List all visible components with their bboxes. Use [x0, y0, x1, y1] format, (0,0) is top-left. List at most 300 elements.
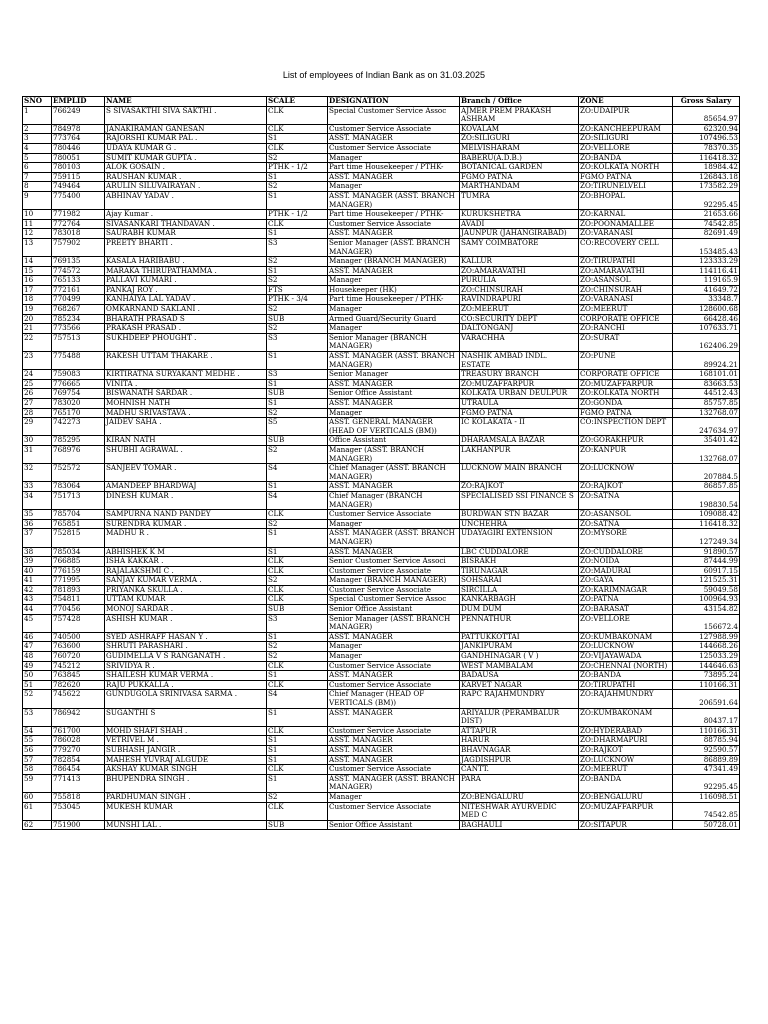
zone-cell: FGMO PATNA: [579, 408, 673, 418]
branch-cell: DHARAMSALA BAZAR: [460, 436, 579, 446]
scale-cell: CLK: [267, 510, 328, 520]
scale-cell: S1: [267, 379, 328, 389]
scale-cell: S2: [267, 257, 328, 267]
zone-cell: ZO:MEERUT: [579, 765, 673, 775]
gross-salary-cell: 114116.41: [673, 266, 740, 276]
emplid-cell: 763845: [52, 671, 105, 681]
sno-cell: 54: [23, 726, 52, 736]
designation-cell: Customer Service Associate: [328, 566, 460, 576]
designation-cell: Customer Service Associate: [328, 143, 460, 153]
emplid-cell: 775488: [52, 352, 105, 370]
name-cell: PREETY BHARTI .: [105, 238, 267, 256]
zone-cell: ZO:KUMBAKONAM: [579, 708, 673, 726]
sno-cell: 49: [23, 661, 52, 671]
name-cell: MOHD SHAFI SHAH .: [105, 726, 267, 736]
scale-cell: S2: [267, 445, 328, 463]
name-cell: DINESH KUMAR .: [105, 491, 267, 509]
zone-cell: ZO:GONDA: [579, 399, 673, 409]
designation-cell: Manager: [328, 153, 460, 163]
table-row: [23, 726, 740, 736]
name-cell: Ajay Kumar .: [105, 210, 267, 220]
zone-cell: ZO:MUZAFFARPUR: [579, 802, 673, 820]
table-row: [23, 257, 740, 267]
branch-cell: RAPC RAJAHMUNDRY: [460, 690, 579, 708]
table-row: [23, 191, 740, 209]
scale-cell: S2: [267, 182, 328, 192]
zone-cell: ZO:TIRUPATHI: [579, 257, 673, 267]
name-cell: VINITA .: [105, 379, 267, 389]
sno-cell: 58: [23, 765, 52, 775]
sno-cell: 9: [23, 191, 52, 209]
scale-cell: CLK: [267, 124, 328, 134]
gross-salary-cell: 144646.63: [673, 661, 740, 671]
branch-cell: PATTUKKOTTAI: [460, 632, 579, 642]
gross-salary-cell: 126843.18: [673, 172, 740, 182]
designation-cell: ASST. MANAGER (ASST. BRANCH MANAGER): [328, 774, 460, 792]
name-cell: KIRAN NATH: [105, 436, 267, 446]
emplid-cell: 752572: [52, 464, 105, 482]
name-cell: ISHA KAKKAR .: [105, 557, 267, 567]
emplid-cell: 785034: [52, 547, 105, 557]
emplid-cell: 757428: [52, 614, 105, 632]
table-row: [23, 219, 740, 229]
name-cell: SRIVIDYA R .: [105, 661, 267, 671]
branch-cell: TIRUNAGAR: [460, 566, 579, 576]
emplid-cell: 781893: [52, 585, 105, 595]
name-cell: KANHAIYA LAL YADAV .: [105, 295, 267, 305]
scale-cell: S2: [267, 408, 328, 418]
table-row: [23, 566, 740, 576]
table-row: [23, 153, 740, 163]
emplid-cell: 774572: [52, 266, 105, 276]
table-row: [23, 445, 740, 463]
emplid-cell: 775400: [52, 191, 105, 209]
sno-cell: 25: [23, 379, 52, 389]
table-row: [23, 802, 740, 820]
table-row: [23, 314, 740, 324]
designation-cell: Customer Service Associate: [328, 510, 460, 520]
designation-cell: Armed Guard/Security Guard: [328, 314, 460, 324]
table-row: [23, 370, 740, 380]
designation-cell: ASST. MANAGER: [328, 736, 460, 746]
zone-cell: ZO:MYSORE: [579, 529, 673, 547]
branch-cell: BAGHAULI: [460, 820, 579, 830]
zone-cell: ZO:NOIDA: [579, 557, 673, 567]
name-cell: SURENDRA KUMAR .: [105, 519, 267, 529]
name-cell: PALLAVI KUMARI .: [105, 276, 267, 286]
gross-salary-cell: 86857.85: [673, 482, 740, 492]
sno-cell: 2: [23, 124, 52, 134]
name-cell: ABHISHEK K M: [105, 547, 267, 557]
emplid-cell: 773764: [52, 134, 105, 144]
table-row: [23, 324, 740, 334]
zone-cell: ZO:GORAKHPUR: [579, 436, 673, 446]
designation-cell: Part time Housekeeper / PTHK-: [328, 210, 460, 220]
branch-cell: LBC CUDDALORE: [460, 547, 579, 557]
zone-cell: ZO:KARNAL: [579, 210, 673, 220]
scale-cell: S2: [267, 642, 328, 652]
designation-cell: ASST. MANAGER (ASST. BRANCH MANAGER): [328, 352, 460, 370]
designation-cell: ASST. MANAGER (ASST. BRANCH MANAGER): [328, 529, 460, 547]
col-header-sno: SNO: [23, 97, 52, 107]
branch-cell: ZO:MEERUT: [460, 305, 579, 315]
emplid-cell: 783064: [52, 482, 105, 492]
zone-cell: ZO:RAJKOT: [579, 482, 673, 492]
branch-cell: BOTANICAL GARDEN: [460, 163, 579, 173]
table-row: [23, 632, 740, 642]
gross-salary-cell: 107633.71: [673, 324, 740, 334]
gross-salary-cell: 78370.35: [673, 143, 740, 153]
emplid-cell: 770456: [52, 605, 105, 615]
zone-cell: ZO:PATNA: [579, 595, 673, 605]
table-row: [23, 745, 740, 755]
sno-cell: 45: [23, 614, 52, 632]
branch-cell: CANTT.: [460, 765, 579, 775]
designation-cell: ASST. MANAGER: [328, 172, 460, 182]
scale-cell: S3: [267, 238, 328, 256]
table-row: [23, 305, 740, 315]
name-cell: JAIDEV SAHA .: [105, 418, 267, 436]
sno-cell: 24: [23, 370, 52, 380]
table-row: [23, 557, 740, 567]
gross-salary-cell: 127249.34: [673, 529, 740, 547]
employee-table: [22, 96, 740, 830]
scale-cell: CLK: [267, 106, 328, 124]
designation-cell: Chief Manager (ASST. BRANCH MANAGER): [328, 464, 460, 482]
designation-cell: Senior Manager: [328, 370, 460, 380]
sno-cell: 62: [23, 820, 52, 830]
scale-cell: S3: [267, 333, 328, 351]
sno-cell: 50: [23, 671, 52, 681]
name-cell: AKSHAY KUMAR SINGH: [105, 765, 267, 775]
branch-cell: ZO:RAJKOT: [460, 482, 579, 492]
scale-cell: S1: [267, 774, 328, 792]
name-cell: RAJORSHI KUMAR PAL .: [105, 134, 267, 144]
branch-cell: BADAUSA: [460, 671, 579, 681]
name-cell: RAJALAKSHMI C .: [105, 566, 267, 576]
designation-cell: Customer Service Associate: [328, 802, 460, 820]
branch-cell: VARACHHA: [460, 333, 579, 351]
sno-cell: 42: [23, 585, 52, 595]
table-row: [23, 276, 740, 286]
name-cell: MUNSHI LAL .: [105, 820, 267, 830]
scale-cell: CLK: [267, 143, 328, 153]
sno-cell: 39: [23, 557, 52, 567]
designation-cell: ASST. MANAGER: [328, 547, 460, 557]
col-header-name: NAME: [105, 97, 267, 107]
scale-cell: S4: [267, 690, 328, 708]
zone-cell: ZO:POONAMALLEE: [579, 219, 673, 229]
name-cell: SUBHASH JANGIR .: [105, 745, 267, 755]
designation-cell: Manager: [328, 324, 460, 334]
branch-cell: LUCKNOW MAIN BRANCH: [460, 464, 579, 482]
emplid-cell: 772161: [52, 285, 105, 295]
gross-salary-cell: 127988.99: [673, 632, 740, 642]
zone-cell: ZO:SILIGURI: [579, 134, 673, 144]
emplid-cell: 765170: [52, 408, 105, 418]
zone-cell: CO:INSPECTION DEPT: [579, 418, 673, 436]
gross-salary-cell: 125033.29: [673, 652, 740, 662]
sno-cell: 61: [23, 802, 52, 820]
table-row: [23, 482, 740, 492]
table-row: [23, 755, 740, 765]
scale-cell: S1: [267, 172, 328, 182]
zone-cell: ZO:AMARAVATHI: [579, 266, 673, 276]
scale-cell: S3: [267, 614, 328, 632]
emplid-cell: 769754: [52, 389, 105, 399]
zone-cell: ZO:RAJAHMUNDRY: [579, 690, 673, 708]
table-row: [23, 652, 740, 662]
scale-cell: FTS: [267, 285, 328, 295]
gross-salary-cell: 156672.4: [673, 614, 740, 632]
designation-cell: Customer Service Associate: [328, 661, 460, 671]
branch-cell: UTRAULA: [460, 399, 579, 409]
designation-cell: Part time Housekeeper / PTHK-: [328, 163, 460, 173]
table-row: [23, 519, 740, 529]
branch-cell: SPECIALISED SSI FINANCE S: [460, 491, 579, 509]
emplid-cell: 761700: [52, 726, 105, 736]
sno-cell: 10: [23, 210, 52, 220]
name-cell: RAUSHAN KUMAR .: [105, 172, 267, 182]
scale-cell: CLK: [267, 566, 328, 576]
scale-cell: S2: [267, 276, 328, 286]
scale-cell: S2: [267, 519, 328, 529]
branch-cell: UNCHEHRA: [460, 519, 579, 529]
zone-cell: ZO:GAYA: [579, 576, 673, 586]
sno-cell: 56: [23, 745, 52, 755]
emplid-cell: 771413: [52, 774, 105, 792]
emplid-cell: 773566: [52, 324, 105, 334]
table-row: [23, 352, 740, 370]
zone-cell: ZO:VIJAYAWADA: [579, 652, 673, 662]
sno-cell: 60: [23, 792, 52, 802]
gross-salary-cell: 74542.85: [673, 219, 740, 229]
designation-cell: Office Assistant: [328, 436, 460, 446]
sno-cell: 28: [23, 408, 52, 418]
branch-cell: AVADI: [460, 219, 579, 229]
name-cell: RAKESH UTTAM THAKARE .: [105, 352, 267, 370]
sno-cell: 21: [23, 324, 52, 334]
designation-cell: ASST. MANAGER: [328, 755, 460, 765]
gross-salary-cell: 73895.24: [673, 671, 740, 681]
designation-cell: Special Customer Service Assoc: [328, 106, 460, 124]
name-cell: ARULIN SILUVAIRAYAN .: [105, 182, 267, 192]
branch-cell: ZO:SILIGURI: [460, 134, 579, 144]
zone-cell: ZO:SATNA: [579, 491, 673, 509]
gross-salary-cell: 116418.32: [673, 153, 740, 163]
scale-cell: S1: [267, 632, 328, 642]
emplid-cell: 768267: [52, 305, 105, 315]
scale-cell: SUB: [267, 436, 328, 446]
table-row: [23, 576, 740, 586]
emplid-cell: 755818: [52, 792, 105, 802]
emplid-cell: 786454: [52, 765, 105, 775]
zone-cell: ZO:CHINSURAH: [579, 285, 673, 295]
table-row: [23, 143, 740, 153]
sno-cell: 20: [23, 314, 52, 324]
scale-cell: S1: [267, 399, 328, 409]
table-row: [23, 585, 740, 595]
sno-cell: 52: [23, 690, 52, 708]
emplid-cell: 786942: [52, 708, 105, 726]
table-row: [23, 379, 740, 389]
designation-cell: Manager: [328, 276, 460, 286]
gross-salary-cell: 18984.42: [673, 163, 740, 173]
emplid-cell: 751713: [52, 491, 105, 509]
designation-cell: ASST. MANAGER: [328, 482, 460, 492]
table-row: [23, 124, 740, 134]
name-cell: GUNDUGOLA SRINIVASA SARMA .: [105, 690, 267, 708]
sno-cell: 51: [23, 680, 52, 690]
table-row: [23, 595, 740, 605]
table-row: [23, 765, 740, 775]
name-cell: BISWANATH SARDAR .: [105, 389, 267, 399]
table-row: [23, 163, 740, 173]
name-cell: SUMIT KUMAR GUPTA .: [105, 153, 267, 163]
branch-cell: WEST MAMBALAM: [460, 661, 579, 671]
branch-cell: KURUKSHETRA: [460, 210, 579, 220]
gross-salary-cell: 92295.45: [673, 774, 740, 792]
designation-cell: Senior Office Assistant: [328, 820, 460, 830]
gross-salary-cell: 21653.66: [673, 210, 740, 220]
emplid-cell: 740500: [52, 632, 105, 642]
gross-salary-cell: 66428.46: [673, 314, 740, 324]
branch-cell: UDAYAGIRI EXTENSION: [460, 529, 579, 547]
zone-cell: ZO:BENGALURU: [579, 792, 673, 802]
gross-salary-cell: 85654.97: [673, 106, 740, 124]
zone-cell: CORPORATE OFFICE: [579, 314, 673, 324]
branch-cell: JAGDISHPUR: [460, 755, 579, 765]
gross-salary-cell: 100964.93: [673, 595, 740, 605]
sno-cell: 1: [23, 106, 52, 124]
emplid-cell: 784978: [52, 124, 105, 134]
gross-salary-cell: 92590.57: [673, 745, 740, 755]
emplid-cell: 763600: [52, 642, 105, 652]
table-row: [23, 529, 740, 547]
table-row: [23, 210, 740, 220]
sno-cell: 8: [23, 182, 52, 192]
scale-cell: S1: [267, 529, 328, 547]
zone-cell: ZO:VARANASI: [579, 229, 673, 239]
gross-salary-cell: 91890.57: [673, 547, 740, 557]
scale-cell: S1: [267, 229, 328, 239]
branch-cell: KANKARBAGH: [460, 595, 579, 605]
table-row: [23, 182, 740, 192]
name-cell: SHUBHI AGRAWAL .: [105, 445, 267, 463]
name-cell: KIRTIRATNA SURYAKANT MEDHE .: [105, 370, 267, 380]
table-row: [23, 491, 740, 509]
scale-cell: SUB: [267, 389, 328, 399]
name-cell: KASALA HARIBABU .: [105, 257, 267, 267]
gross-salary-cell: 116418.32: [673, 519, 740, 529]
name-cell: UDAYA KUMAR G .: [105, 143, 267, 153]
branch-cell: NASHIK AMBAD INDL. ESTATE: [460, 352, 579, 370]
emplid-cell: 742273: [52, 418, 105, 436]
zone-cell: ZO:SITAPUR: [579, 820, 673, 830]
branch-cell: IC KOLAKATA - II: [460, 418, 579, 436]
sno-cell: 31: [23, 445, 52, 463]
scale-cell: CLK: [267, 219, 328, 229]
zone-cell: ZO:KOLKATA NORTH: [579, 163, 673, 173]
zone-cell: ZO:BANDA: [579, 671, 673, 681]
branch-cell: ZO:BENGALURU: [460, 792, 579, 802]
designation-cell: Special Customer Service Assoc: [328, 595, 460, 605]
designation-cell: Chief Manager (BRANCH MANAGER): [328, 491, 460, 509]
table-row: [23, 418, 740, 436]
emplid-cell: 752815: [52, 529, 105, 547]
table-row: [23, 642, 740, 652]
emplid-cell: 780103: [52, 163, 105, 173]
designation-cell: Senior Manager (BRANCH MANAGER): [328, 333, 460, 351]
zone-cell: ZO:LUCKNOW: [579, 755, 673, 765]
designation-cell: Senior Office Assistant: [328, 605, 460, 615]
name-cell: SIVASANKARI THANDAVAN .: [105, 219, 267, 229]
document-title: List of employees of Indian Bank as on 31.03.2025: [282, 70, 486, 80]
scale-cell: SUB: [267, 314, 328, 324]
name-cell: MUKESH KUMAR: [105, 802, 267, 820]
table-row: [23, 285, 740, 295]
scale-cell: CLK: [267, 661, 328, 671]
gross-salary-cell: 123333.29: [673, 257, 740, 267]
table-row: [23, 333, 740, 351]
emplid-cell: 783020: [52, 399, 105, 409]
scale-cell: S4: [267, 464, 328, 482]
name-cell: MADHU R .: [105, 529, 267, 547]
designation-cell: Senior Manager (ASST. BRANCH MANAGER): [328, 614, 460, 632]
table-row: [23, 792, 740, 802]
designation-cell: Manager: [328, 519, 460, 529]
sno-cell: 37: [23, 529, 52, 547]
gross-salary-cell: 144668.26: [673, 642, 740, 652]
branch-cell: SIRCILLA: [460, 585, 579, 595]
gross-salary-cell: 83663.53: [673, 379, 740, 389]
emplid-cell: 760720: [52, 652, 105, 662]
branch-cell: LAKHANPUR: [460, 445, 579, 463]
branch-cell: FGMO PATNA: [460, 408, 579, 418]
gross-salary-cell: 33348.7: [673, 295, 740, 305]
designation-cell: Manager (BRANCH MANAGER): [328, 257, 460, 267]
branch-cell: KARVET NAGAR: [460, 680, 579, 690]
gross-salary-cell: 35401.42: [673, 436, 740, 446]
sno-cell: 7: [23, 172, 52, 182]
zone-cell: ZO:TIRUPATHI: [579, 680, 673, 690]
gross-salary-cell: 121525.31: [673, 576, 740, 586]
sno-cell: 34: [23, 491, 52, 509]
designation-cell: Manager (BRANCH MANAGER): [328, 576, 460, 586]
col-header-gross-salary: Gross Salary: [673, 97, 740, 107]
zone-cell: ZO:LUCKNOW: [579, 464, 673, 482]
zone-cell: ZO:SURAT: [579, 333, 673, 351]
zone-cell: ZO:BHOPAL: [579, 191, 673, 209]
branch-cell: BISRAKH: [460, 557, 579, 567]
emplid-cell: 771995: [52, 576, 105, 586]
scale-cell: S4: [267, 491, 328, 509]
sno-cell: 47: [23, 642, 52, 652]
gross-salary-cell: 47341.49: [673, 765, 740, 775]
table-row: [23, 661, 740, 671]
zone-cell: ZO:MUZAFFARPUR: [579, 379, 673, 389]
emplid-cell: 785295: [52, 436, 105, 446]
gross-salary-cell: 119165.9: [673, 276, 740, 286]
branch-cell: SOHSARAI: [460, 576, 579, 586]
sno-cell: 53: [23, 708, 52, 726]
designation-cell: ASST. MANAGER: [328, 134, 460, 144]
name-cell: ALOK GOSAIN .: [105, 163, 267, 173]
zone-cell: ZO:VELLORE: [579, 143, 673, 153]
gross-salary-cell: 132768.07: [673, 408, 740, 418]
name-cell: PANKAJ ROY .: [105, 285, 267, 295]
emplid-cell: 766885: [52, 557, 105, 567]
